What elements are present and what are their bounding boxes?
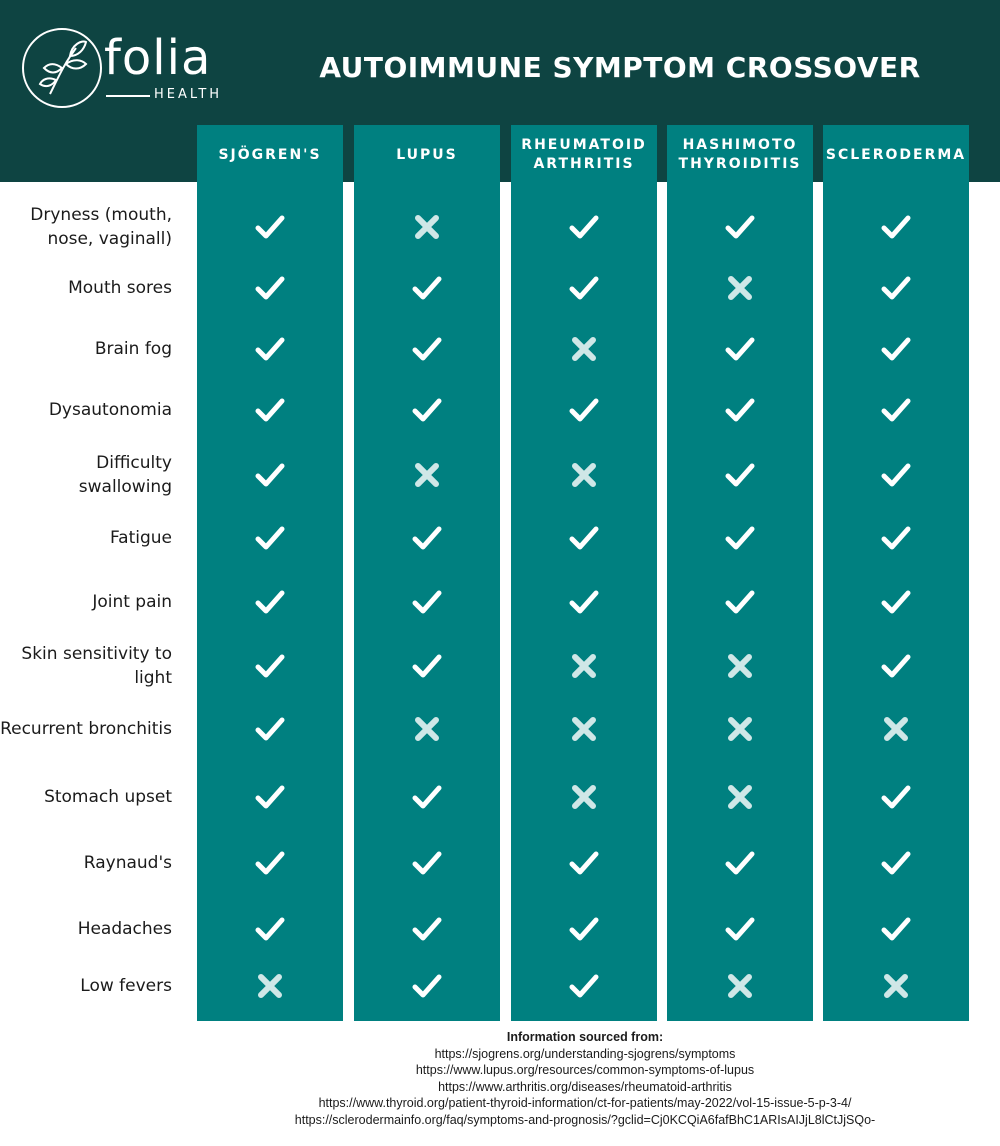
- check-icon: [354, 909, 500, 949]
- check-icon: [823, 390, 969, 430]
- source-link[interactable]: https://www.arthritis.org/diseases/rheumatoid-arthritis: [438, 1079, 732, 1094]
- check-icon: [354, 966, 500, 1006]
- cross-icon: [354, 455, 500, 495]
- symptom-label: Joint pain: [92, 592, 172, 612]
- symptom-label: Skin sensitivity to light: [21, 644, 172, 688]
- cross-icon: [667, 646, 813, 686]
- check-icon: [823, 329, 969, 369]
- check-icon: [667, 518, 813, 558]
- check-icon: [823, 843, 969, 883]
- folia-health-logo: [22, 28, 223, 108]
- condition-column: [823, 125, 969, 1021]
- check-icon: [197, 646, 343, 686]
- check-icon: [511, 582, 657, 622]
- condition-column: [197, 125, 343, 1021]
- sources-block: [200, 1029, 970, 1128]
- check-icon: [354, 518, 500, 558]
- condition-column: [354, 125, 500, 1021]
- check-icon: [354, 390, 500, 430]
- cross-icon: [511, 777, 657, 817]
- symptom-label: Low fevers: [80, 976, 172, 996]
- condition-column: [667, 125, 813, 1021]
- cross-icon: [667, 268, 813, 308]
- sources-title: Information sourced from:: [506, 1030, 664, 1044]
- symptom-label: Stomach upset: [44, 787, 172, 807]
- check-icon: [354, 268, 500, 308]
- logo-wordmark: folia: [104, 30, 212, 86]
- logo-subtitle: HEALTH: [154, 87, 223, 102]
- cross-icon: [354, 207, 500, 247]
- check-icon: [667, 390, 813, 430]
- cross-icon: [354, 709, 500, 749]
- symptom-label: Raynaud's: [83, 853, 172, 873]
- check-icon: [197, 582, 343, 622]
- check-icon: [667, 909, 813, 949]
- check-icon: [823, 777, 969, 817]
- check-icon: [667, 455, 813, 495]
- check-icon: [511, 843, 657, 883]
- check-icon: [511, 207, 657, 247]
- column-header: SCLERODERMA: [825, 146, 967, 163]
- column-header: HASHIMOTO THYROIDITIS: [678, 137, 802, 172]
- check-icon: [667, 329, 813, 369]
- cross-icon: [511, 646, 657, 686]
- source-link[interactable]: https://www.thyroid.org/patient-thyroid-information/ct-for-patients/may-2022/vol-15-issue-5-p-3-4/: [318, 1096, 852, 1110]
- cross-icon: [511, 455, 657, 495]
- check-icon: [823, 268, 969, 308]
- check-icon: [197, 709, 343, 749]
- check-icon: [197, 268, 343, 308]
- condition-column: [511, 125, 657, 1021]
- check-icon: [511, 909, 657, 949]
- check-icon: [354, 646, 500, 686]
- column-header: SJÖGREN'S: [218, 146, 322, 163]
- check-icon: [511, 390, 657, 430]
- check-icon: [197, 843, 343, 883]
- cross-icon: [197, 966, 343, 1006]
- check-icon: [197, 777, 343, 817]
- check-icon: [354, 843, 500, 883]
- source-link[interactable]: https://sjogrens.org/understanding-sjogrens/symptoms: [434, 1046, 736, 1061]
- symptom-label: Difficulty swallowing: [78, 453, 172, 497]
- check-icon: [823, 518, 969, 558]
- check-icon: [197, 390, 343, 430]
- column-header: LUPUS: [396, 146, 458, 163]
- source-link[interactable]: https://sclerodermainfo.org/faq/symptoms-and-prognosis/?gclid=Cj0KCQiA6fafBhC1ARIsAIJjL8lCtJjSQo-: [294, 1112, 876, 1127]
- cross-icon: [511, 709, 657, 749]
- symptom-label: Fatigue: [109, 528, 172, 548]
- check-icon: [197, 455, 343, 495]
- check-icon: [197, 909, 343, 949]
- cross-icon: [667, 709, 813, 749]
- symptom-label: Mouth sores: [68, 278, 172, 298]
- check-icon: [823, 646, 969, 686]
- symptom-label: Dysautonomia: [48, 400, 172, 420]
- column-header: RHEUMATOID ARTHRITIS: [521, 137, 647, 172]
- check-icon: [667, 207, 813, 247]
- page-title: AUTOIMMUNE SYMPTOM CROSSOVER: [319, 51, 921, 84]
- symptom-label: Recurrent bronchitis: [0, 719, 172, 739]
- check-icon: [354, 329, 500, 369]
- cross-icon: [667, 777, 813, 817]
- check-icon: [197, 518, 343, 558]
- logo-rule: [106, 95, 150, 97]
- symptom-label: Dryness (mouth, nose, vaginall): [30, 205, 172, 249]
- cross-icon: [823, 709, 969, 749]
- leaf-branch-icon: [22, 28, 102, 108]
- check-icon: [354, 582, 500, 622]
- cross-icon: [823, 966, 969, 1006]
- check-icon: [197, 329, 343, 369]
- cross-icon: [511, 329, 657, 369]
- check-icon: [667, 582, 813, 622]
- symptom-label: Headaches: [77, 919, 172, 939]
- check-icon: [511, 966, 657, 1006]
- check-icon: [823, 455, 969, 495]
- check-icon: [667, 843, 813, 883]
- check-icon: [823, 582, 969, 622]
- check-icon: [823, 207, 969, 247]
- source-link[interactable]: https://www.lupus.org/resources/common-symptoms-of-lupus: [415, 1063, 755, 1077]
- check-icon: [511, 268, 657, 308]
- check-icon: [354, 777, 500, 817]
- symptom-label: Brain fog: [94, 339, 172, 359]
- cross-icon: [667, 966, 813, 1006]
- check-icon: [823, 909, 969, 949]
- check-icon: [511, 518, 657, 558]
- check-icon: [197, 207, 343, 247]
